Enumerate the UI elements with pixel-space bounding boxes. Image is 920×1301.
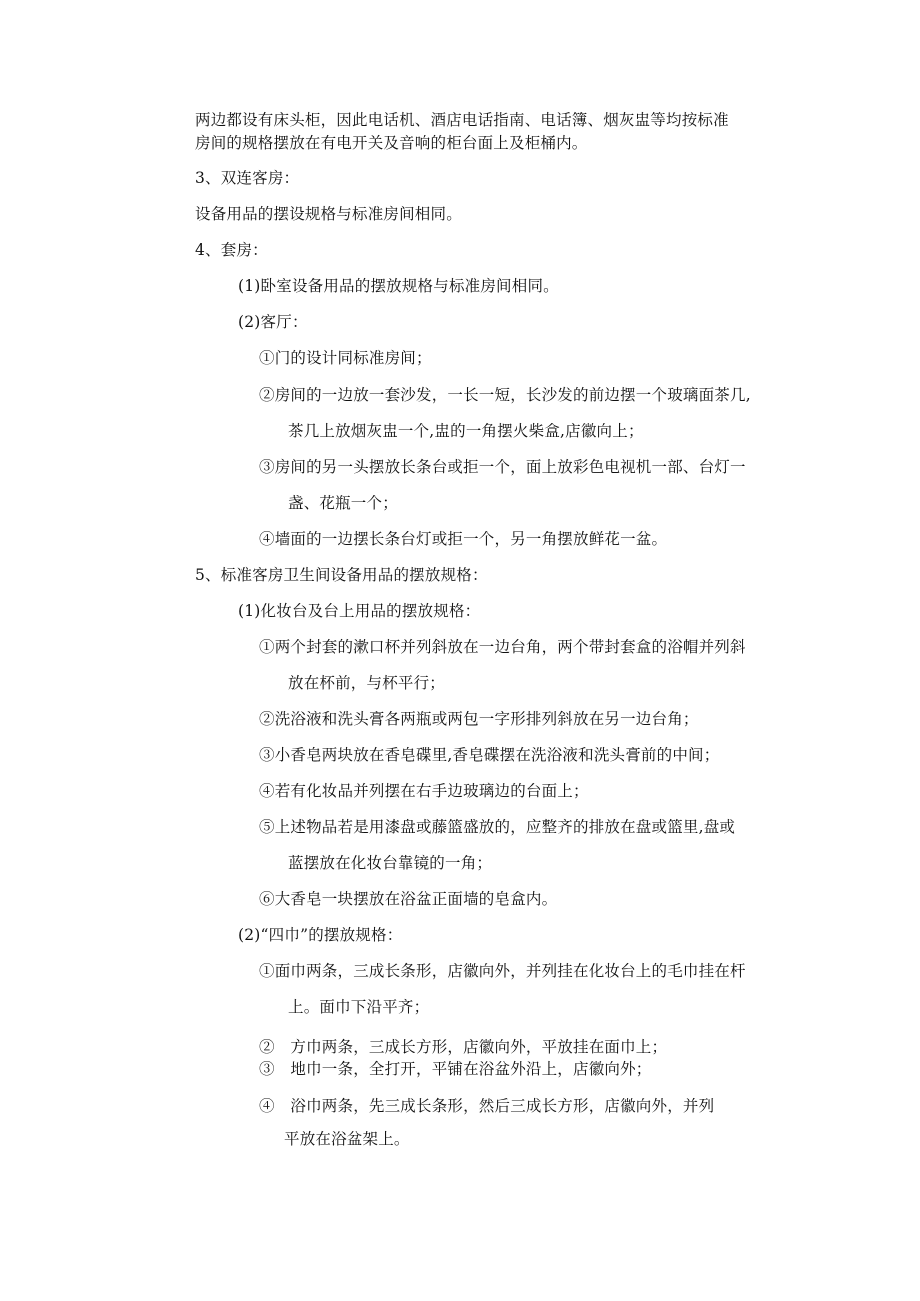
section-5-item-b3: ③ 地巾一条，全打开，平铺在浴盆外沿上，店徽向外； <box>259 1060 652 1078</box>
section-5-item-a5b: 蓝摆放在化妆台靠镜的一角； <box>288 854 493 872</box>
section-4-item-3a: ③房间的另一头摆放长条台或拒一个，面上放彩色电视机一部、台灯一 <box>259 458 746 476</box>
section-5-item-b4b: 平放在浴盆架上。 <box>284 1130 410 1148</box>
section-4-para-1: (1)卧室设备用品的摆放规格与标准房间相同。 <box>238 277 559 295</box>
section-5-item-a6: ⑥大香皂一块摆放在浴盆正面墙的皂盒内。 <box>259 890 558 908</box>
section-4-item-4: ④墙面的一边摆长条台灯或拒一个，另一角摆放鲜花一盆。 <box>259 530 668 548</box>
section-4-heading: 4、套房： <box>195 241 268 259</box>
section-3-text: 设备用品的摆设规格与标准房间相同。 <box>195 205 462 223</box>
section-5-item-a1a: ①两个封套的漱口杯并列斜放在一边台角，两个带封套盒的浴帽并列斜 <box>259 638 746 656</box>
section-4-item-2b: 茶几上放烟灰盅一个,盅的一角摆火柴盒,店徽向上； <box>288 422 644 440</box>
section-5-item-a2: ②洗浴液和洗头膏各两瓶或两包一字形排列斜放在另一边台角； <box>259 710 699 728</box>
section-3-heading: 3、双连客房： <box>195 169 300 187</box>
section-5-item-a3: ③小香皂两块放在香皂碟里,香皂碟摆在洗浴液和洗头膏前的中间； <box>259 746 720 764</box>
section-5-item-b1b: 上。面巾下沿平齐； <box>288 998 430 1016</box>
intro-line-2: 房间的规格摆放在有电开关及音响的柜台面上及柜桶内。 <box>195 134 588 152</box>
section-5-item-a4: ④若有化妆品并列摆在右手边玻璃边的台面上； <box>259 782 589 800</box>
section-4-item-2a: ②房间的一边放一套沙发，一长一短，长沙发的前边摆一个玻璃面茶几, <box>259 386 751 404</box>
section-5-item-b4a: ④ 浴巾两条，先三成长条形，然后三成长方形，店徽向外，并列 <box>259 1097 715 1115</box>
section-5-item-b2: ② 方巾两条，三成长方形，店徽向外，平放挂在面巾上； <box>259 1038 668 1056</box>
section-5-heading: 5、标准客房卫生间设备用品的摆放规格： <box>195 566 488 584</box>
section-5-item-a1b: 放在杯前，与杯平行； <box>288 674 446 692</box>
section-4-item-1: ①门的设计同标准房间； <box>259 349 432 367</box>
section-4-item-3b: 盏、花瓶一个； <box>288 494 398 512</box>
section-5-para-2: (2)“四巾”的摆放规格： <box>238 926 403 944</box>
section-5-para-1: (1)化妆台及台上用品的摆放规格： <box>238 602 481 620</box>
section-4-para-2: (2)客厅： <box>238 313 308 331</box>
section-5-item-b1a: ①面巾两条，三成长条形，店徽向外，并列挂在化妆台上的毛巾挂在杆 <box>259 962 746 980</box>
intro-line-1: 两边都设有床头柜，因此电话机、酒店电话指南、电话簿、烟灰盅等均按标准 <box>195 111 729 129</box>
section-5-item-a5a: ⑤上述物品若是用漆盘或藤篮盛放的，应整齐的排放在盘或篮里,盘或 <box>259 818 736 836</box>
